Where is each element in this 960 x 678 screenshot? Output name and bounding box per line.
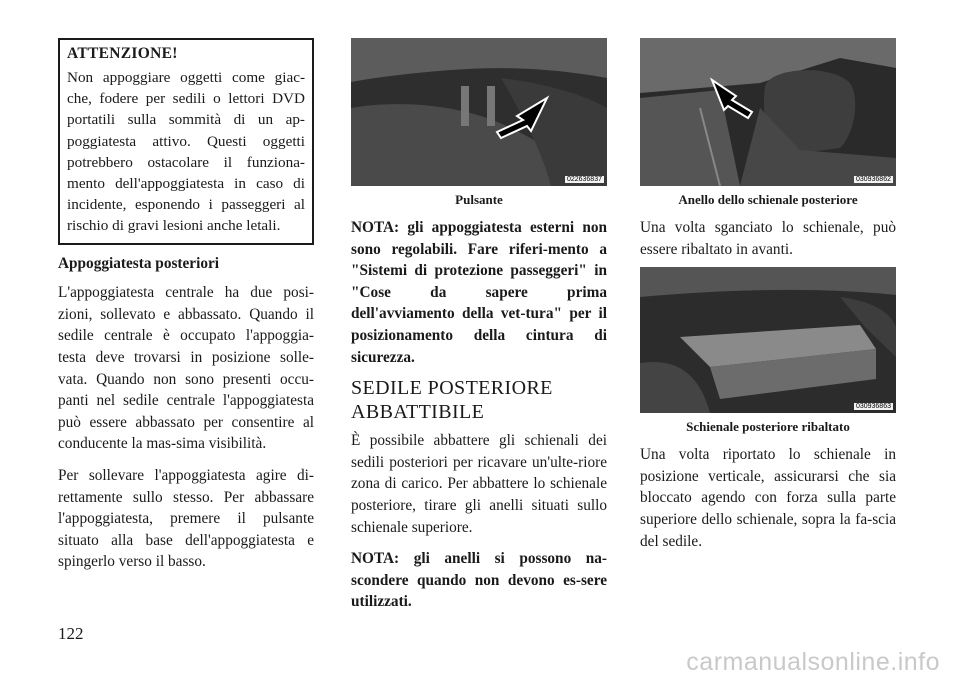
paragraph-fold-forward: Una volta sganciato lo schienale, può essere ribaltato in avanti. bbox=[640, 219, 896, 258]
figure-folded-seat-photo bbox=[640, 267, 896, 413]
figure-code: 030936862 bbox=[855, 176, 891, 183]
section-heading: SEDILE POSTERIORE ABBATTIBILE bbox=[351, 377, 553, 424]
figure-caption: Anello dello schienale posteriore bbox=[678, 192, 858, 207]
figure-caption: Schienale posteriore ribaltato bbox=[686, 419, 850, 435]
folded-seat-illustration bbox=[640, 267, 896, 413]
column-middle bbox=[351, 38, 607, 613]
note-rings: NOTA: gli anelli si possono na-scondere quando non devono es-sere utilizzati. bbox=[351, 550, 607, 611]
paragraph-headrest-positions: L'appoggiatesta centrale ha due posi-zioni, sollevato e abbassato. Quando il sedile centrale è occupato l'appoggia-testa deve trovarsi in posizione solle-vata. Quando non sono presenti occu-panti nel sedile centrale l'appoggiatesta può essere abbassato per consentire al conducente la mas-sima visibilità. bbox=[58, 284, 314, 453]
warning-box bbox=[58, 38, 314, 245]
column-left bbox=[58, 38, 314, 573]
paragraph-headrest-raise: Per sollevare l'appoggiatesta agire di-rettamente sullo stesso. Per abbassare l'appoggiatesta, premere il pulsante situato alla base dell'appoggiatesta e spingerlo verso il basso. bbox=[58, 466, 314, 571]
figure-ring-photo bbox=[640, 38, 896, 186]
column-right bbox=[640, 38, 896, 552]
paragraph-lock-seatback: Una volta riportato lo schienale in posizione verticale, assicurarsi che sia bloccato agendo con forza sulla parte superiore dello schienale, sopra la fa-scia del sedile. bbox=[640, 446, 896, 550]
section-subheading: Appoggiatesta posteriori bbox=[58, 254, 220, 272]
seatback-ring-illustration bbox=[640, 38, 896, 186]
page-number: 122 bbox=[58, 624, 84, 643]
figure-code: 022636837 bbox=[566, 176, 602, 183]
warning-title: ATTENZIONE! bbox=[67, 45, 178, 62]
headrest-button-illustration bbox=[351, 38, 607, 186]
figure-caption: Pulsante bbox=[455, 192, 503, 207]
watermark: carmanualsonline.info bbox=[686, 648, 940, 676]
paragraph-fold-seat: È possibile abbattere gli schienali dei sedili posteriori per ricavare un'ulte-riore zona di carico. Per abbattere lo schienale posteriore, tirare gli anelli situati sullo schienale superiore. bbox=[351, 432, 607, 536]
warning-text: Non appoggiare oggetti come giac-che, fodere per sedili o lettori DVD portatili sulla sommità di un ap-poggiatesta attivo. Questi oggetti potrebbero ostacolare il funziona-mento dell'appoggiatesta in caso di incidente, esponendo i passeggeri al rischio di gravi lesioni anche letali. bbox=[67, 69, 305, 235]
note-outer-headrests: NOTA: gli appoggiatesta esterni non sono regolabili. Fare riferi-mento a "Sistemi di protezione passeggeri" in "Cose da sapere prima dell'avviamento della vet-tura" per il posizionamento della cintura di sicurezza. bbox=[351, 219, 607, 366]
figure-code: 030936863 bbox=[855, 403, 891, 411]
figure-button-photo bbox=[351, 38, 607, 186]
